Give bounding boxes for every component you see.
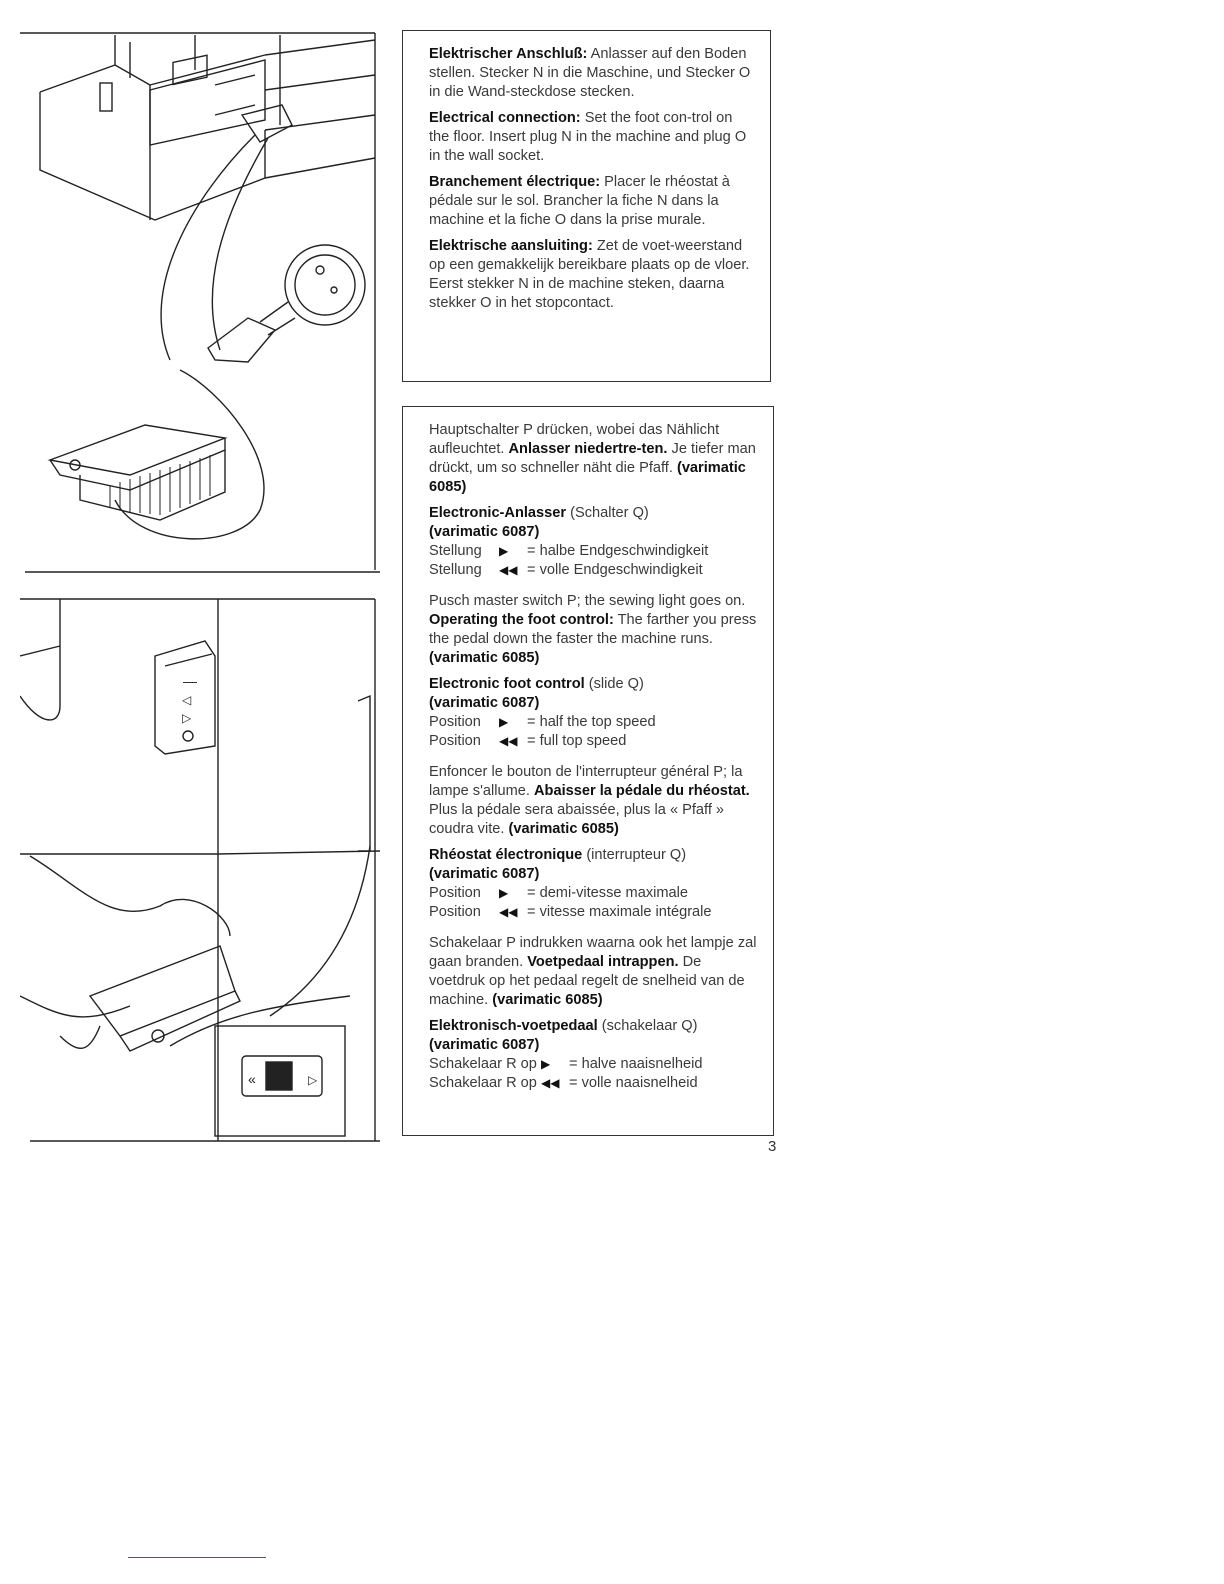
position-row-de-2: Stellung ◀◀ = volle Endgeschwindigkeit <box>429 562 703 578</box>
position-row-de-1: Stellung ▶ = halbe Endgeschwindigkeit <box>429 543 709 559</box>
double-arrow-icon: ◀◀ <box>541 1076 560 1090</box>
illustration-foot-control <box>20 596 390 1146</box>
svg-text:«: « <box>248 1071 256 1087</box>
position-row-nl-1: Schakelaar R op ▶ = halve naaisnelheid <box>429 1056 703 1072</box>
foot-control-operation-box <box>402 406 774 1136</box>
position-row-nl-2: Schakelaar R op ◀◀ = volle naaisnelheid <box>429 1075 698 1091</box>
para-fr <box>429 173 752 230</box>
double-arrow-icon: ◀◀ <box>499 905 518 919</box>
electronic-en: Electronic foot control (slide Q) (varimatic 6087) <box>429 676 644 711</box>
double-arrow-icon: ◀◀ <box>499 734 518 748</box>
heading-de: Elektrischer Anschluß: <box>429 46 588 62</box>
position-row-fr-2: Position ◀◀ = vitesse maximale intégrale <box>429 904 712 920</box>
text-de: Anlasser auf den Boden stellen. Stecker N in die Maschine, und Stecker O in die Wand-steckdose stecken. <box>429 46 751 100</box>
para-nl <box>429 237 752 313</box>
heading-fr: Branchement électrique: <box>429 174 601 190</box>
text-nl: Zet de voet-weerstand op een gemakkelijk bereikbare plaats op de vloer. Eerst stekker N in de machine steken, daarna stekker O in het stopcontact. <box>429 238 750 311</box>
electronic-fr: Rhéostat électronique (interrupteur Q) (varimatic 6087) <box>429 847 687 882</box>
electronic-nl: Elektronisch-voetpedaal (schakelaar Q) (varimatic 6087) <box>429 1018 698 1053</box>
position-row-en-2: Position ◀◀ = full top speed <box>429 733 627 749</box>
electronic-de: Electronic-Anlasser (Schalter Q) (varimatic 6087) <box>429 505 649 540</box>
operation-fr: Enfoncer le bouton de l'interrupteur général P; la lampe s'allume. Abaisser la pédale du rhéostat. Plus la pédale sera abaissée, plus la « Pfaff » coudra vite. (varimatic 6085) <box>429 764 750 837</box>
text-fr: Placer le rhéostat à pédale sur le sol. Brancher la fiche N dans la machine et la fiche O dans la prise murale. <box>429 174 730 228</box>
operation-nl: Schakelaar P indrukken waarna ook het lampje zal gaan branden. Voetpedaal intrappen. De voetdruk op het pedaal regelt de snelheid van de machine. (varimatic 6085) <box>429 935 757 1008</box>
play-icon: ▶ <box>499 544 509 558</box>
footer-rule <box>128 1557 266 1558</box>
play-icon: ▶ <box>541 1057 551 1071</box>
para-en <box>429 109 752 166</box>
heading-en: Electrical connection: <box>429 110 581 126</box>
illustration-electrical-connection <box>20 30 390 580</box>
play-icon: ▶ <box>499 886 509 900</box>
position-row-en-1: Position ▶ = half the top speed <box>429 714 656 730</box>
para-de <box>429 45 752 102</box>
operation-en: Pusch master switch P; the sewing light goes on. Operating the foot control: The farther you press the pedal down the faster the machine runs. (varimatic 6085) <box>429 593 757 666</box>
play-icon: ▶ <box>499 715 509 729</box>
svg-text:▷: ▷ <box>182 711 192 725</box>
heading-nl: Elektrische aansluiting: <box>429 238 593 254</box>
svg-text:▷: ▷ <box>308 1073 318 1087</box>
page-number: 3 <box>768 1138 777 1155</box>
operation-de: Hauptschalter P drücken, wobei das Nählicht aufleuchtet. Anlasser niedertre-ten. Je tiefer man drückt, um so schneller näht die Pfaff. (varimatic 6085) <box>429 422 756 495</box>
position-row-fr-1: Position ▶ = demi-vitesse maximale <box>429 885 688 901</box>
svg-text:◁: ◁ <box>182 693 192 707</box>
electrical-connection-box <box>402 30 771 382</box>
double-arrow-icon: ◀◀ <box>499 563 518 577</box>
svg-text:—: — <box>183 673 197 689</box>
text-en: Set the foot con-trol on the floor. Insert plug N in the machine and plug O in the wall socket. <box>429 110 747 164</box>
